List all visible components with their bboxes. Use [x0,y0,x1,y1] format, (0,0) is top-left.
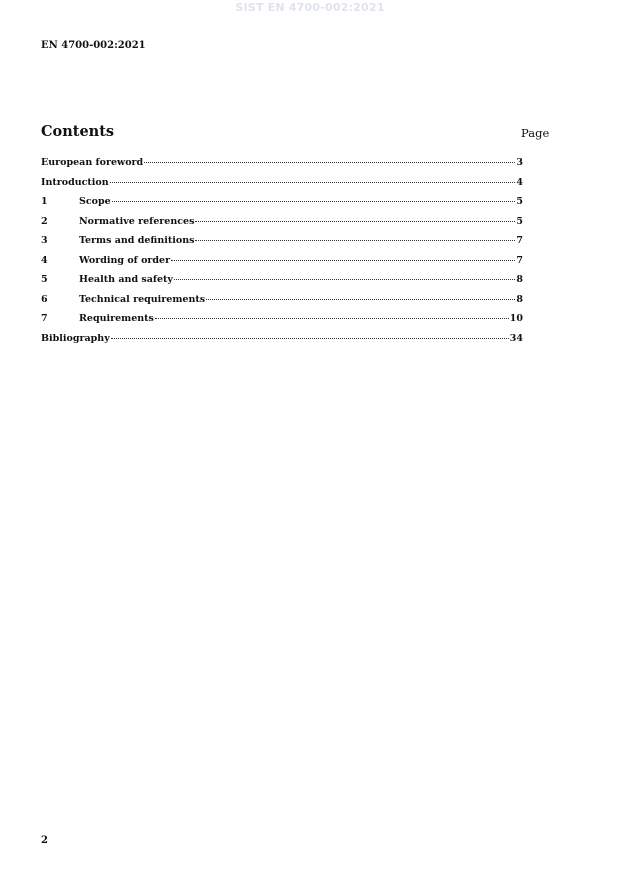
toc-entry-page: 7 [516,254,523,266]
toc-entry-title: Scope [79,196,111,207]
toc-entry-normative-references[interactable] [41,216,523,236]
toc-entry-page: 4 [516,176,523,188]
toc-entry-page: 7 [516,235,523,246]
toc-entry-number: 1 [41,196,48,207]
contents-heading: Contents [41,123,115,140]
toc-entry-bibliography[interactable] [41,333,523,353]
watermark: SIST EN 4700-002:2021 [235,1,385,14]
toc-leader-dots [171,260,515,261]
toc-entry-title: Health and safety [79,274,173,285]
toc-entry-page: 34 [509,332,523,344]
toc-entry-title: Bibliography [41,332,110,344]
toc-entry-page: 5 [516,196,523,207]
toc-entry-scope[interactable] [41,196,523,216]
toc-entry-number: 6 [41,293,48,305]
toc-entry-number: 3 [41,235,48,246]
toc-entry-number: 4 [41,254,48,266]
document-id-header: EN 4700-002:2021 [41,40,146,51]
toc-entry-number: 7 [41,313,48,324]
toc-leader-dots [174,279,515,280]
toc-entry-terms-and-definitions[interactable] [41,235,523,255]
toc-entry-title: Technical requirements [79,293,206,305]
toc-entry-page: 8 [516,274,523,285]
toc-entry-title: European foreword [41,157,144,168]
toc-leader-dots [112,201,516,202]
toc-entry-title: Requirements [79,313,154,324]
page-number: 2 [41,835,48,846]
toc-leader-dots [144,162,515,163]
toc-leader-dots [195,240,515,241]
toc-entry-health-and-safety[interactable] [41,274,523,294]
toc-leader-dots [195,221,515,222]
table-of-contents [41,157,523,352]
toc-entry-page: 8 [516,293,523,305]
toc-entry-title: Introduction [41,176,109,188]
toc-entry-number: 5 [41,274,48,285]
toc-entry-page: 10 [509,313,523,324]
toc-entry-page: 3 [516,157,523,168]
toc-leader-dots [206,299,515,300]
toc-entry-european-foreword[interactable] [41,157,523,177]
toc-entry-requirements[interactable] [41,313,523,333]
toc-entry-introduction[interactable] [41,177,523,197]
toc-entry-wording-of-order[interactable] [41,255,523,275]
toc-entry-title: Normative references [79,215,195,227]
toc-entry-title: Terms and definitions [79,235,195,246]
toc-leader-dots [155,318,509,319]
toc-entry-title: Wording of order [79,254,171,266]
page-column-label: Page [521,126,550,140]
toc-leader-dots [111,338,509,339]
toc-entry-page: 5 [516,215,523,227]
toc-entry-technical-requirements[interactable] [41,294,523,314]
toc-entry-number: 2 [41,215,48,227]
toc-leader-dots [110,182,516,183]
